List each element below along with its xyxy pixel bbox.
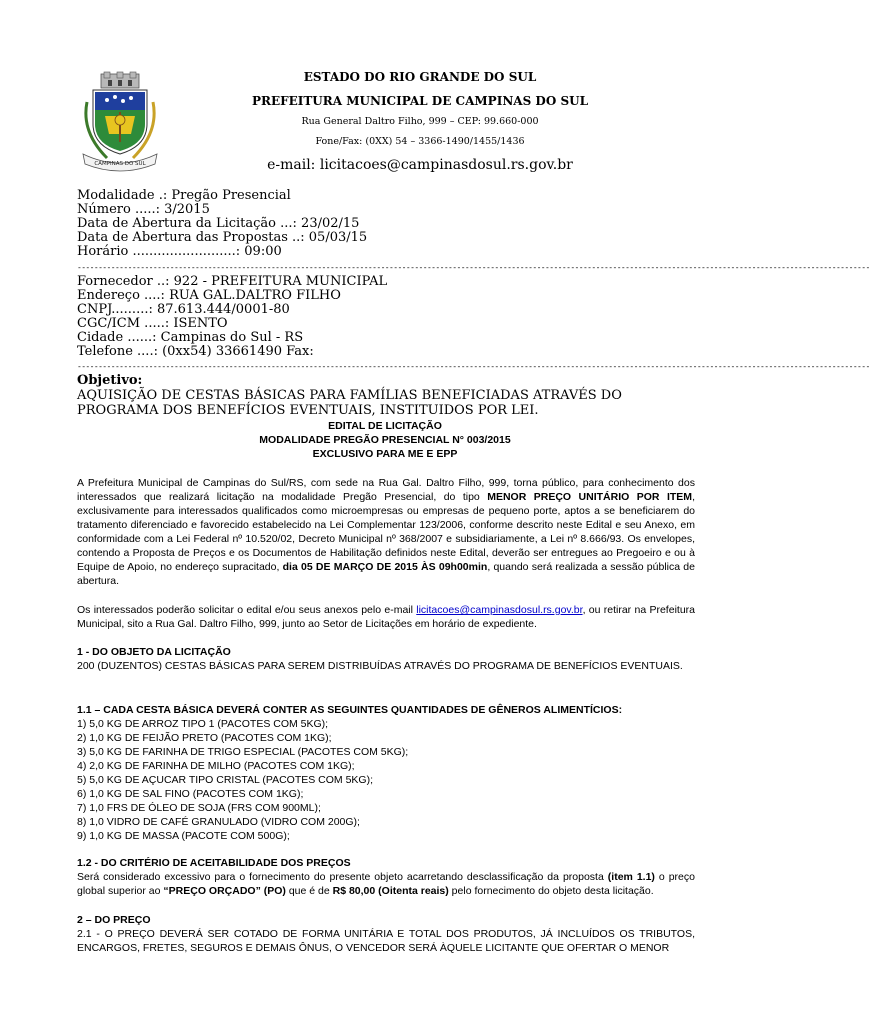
request-paragraph [77,603,695,631]
list-item: 9) 1,0 KG DE MASSA (PACOTE COM 500G); [77,830,290,842]
list-item: 4) 2,0 KG DE FARINHA DE MILHO (PACOTES COM 1KG); [77,760,355,772]
objetivo-label: Objetivo: [77,373,143,388]
state-name: ESTADO DO RIO GRANDE DO SUL [303,70,537,84]
municipal-coat-of-arms [77,72,163,172]
licitacao-info [77,189,697,259]
modalidade-line: Modalidade .: Pregão Presencial [77,188,291,203]
email-contact: e-mail: licitacoes@campinasdosul.rs.gov.br [267,157,573,173]
cidade-line: Cidade ......: Campinas do Sul - RS [77,330,304,345]
cnpj-line: CNPJ.........: 87.613.444/0001-80 [77,302,290,317]
criterio-text-1: Será considerado excessivo para o fornecimento do presente objeto acarretando desclassificação da proposta [77,871,608,883]
section-2-heading: 2 – DO PREÇO [77,914,151,926]
city-hall-name: PREFEITURA MUNICIPAL DE CAMPINAS DO SUL [251,94,589,108]
endereco-line: Endereço ....: RUA GAL.DALTRO FILHO [77,288,341,303]
horario-line: Horário .........................: 09:00 [77,244,282,259]
edital-title: EDITAL DE LICITAÇÃO [328,420,442,432]
criterio-bold-item: (item 1.1) [607,871,655,883]
phone-fax: Fone/Fax: (0XX) 54 – 3366-1490/1455/1436 [315,136,525,147]
objetivo-text: AQUISIÇÃO DE CESTAS BÁSICAS PARA FAMÍLIAS BENEFICIADAS ATRAVÉS DO PROGRAMA DOS BENEFÍCIOS EVENTUAIS, INSTITUIDOS POR LEI. [77,388,622,418]
intro-text-3: , quando será realizada a sessão pública de abertura. [77,561,695,587]
list-item: 5) 5,0 KG DE AÇUCAR TIPO CRISTAL (PACOTES COM 5KG); [77,774,374,786]
section-objeto [77,645,695,673]
numero-line: Número .....: 3/2015 [77,202,210,217]
criterio-text-4: pelo fornecimento do objeto desta licitação. [448,885,654,897]
address: Rua General Daltro Filho, 999 – CEP: 99.660-000 [301,116,539,127]
section-2-text: 2.1 - O PREÇO DEVERÁ SER COTADO DE FORMA UNITÁRIA E TOTAL DOS PRODUTOS, JÁ INCLUÍDOS OS TRIBUTOS, ENCARGOS, FRETES, SEGUROS E DEMAIS ÔNUS, O VENCEDOR SERÁ ÀQUELE LICITANTE QUE OFERTAR O MENOR [77,928,695,954]
section-preco [77,913,695,955]
cgc-line: CGC/ICM .....: ISENTO [77,316,228,331]
request-text-1: Os interessados poderão solicitar o edital e/ou seus anexos pelo e-mail [77,604,417,616]
section-1-2-heading: 1.2 - DO CRITÉRIO DE ACEITABILIDADE DOS PREÇOS [77,857,351,869]
fornecedor-info [77,275,697,359]
fornecedor-line: Fornecedor ..: 922 - PREFEITURA MUNICIPAL [77,274,388,289]
list-item: 2) 1,0 KG DE FEIJÃO PRETO (PACOTES COM 1KG); [77,732,332,744]
request-text-2: , ou retirar na Prefeitura Municipal, sito a Rua Gal. Daltro Filho, 999, junto ao Setor de Licitações em horário de expediente. [77,604,695,630]
criterio-bold-price: R$ 80,00 (Oitenta reais) [332,885,449,897]
separator-line-2: -------------------------------------------------------------------------------------------------------------------------------------------------------------------------------------------- [77,362,870,371]
section-cesta-items [77,703,695,843]
intro-text-1: A Prefeitura Municipal de Campinas do Sul/RS, com sede na Rua Gal. Daltro Filho, 999, torna público, para conhecimento dos interessados que realizará licitação na modalidade Pregão Presencial, do tipo [77,477,695,503]
list-item: 1) 5,0 KG DE ARROZ TIPO 1 (PACOTES COM 5KG); [77,718,329,730]
objetivo-block [77,373,697,418]
criterio-bold-po: “PREÇO ORÇADO” (PO) [163,885,286,897]
email-link[interactable]: licitacoes@campinasdosul.rs.gov.br [416,604,583,616]
criterio-text-2: o preço global superior ao [77,871,695,897]
intro-paragraph [77,476,695,588]
section-1-1-heading: 1.1 – CADA CESTA BÁSICA DEVERÁ CONTER AS SEGUINTES QUANTIDADES DE GÊNEROS ALIMENTÍCIOS: [77,704,623,716]
edital-exclusivo: EXCLUSIVO PARA ME E EPP [312,448,458,460]
telefone-line: Telefone ....: (0xx54) 33661490 Fax: [77,344,314,359]
list-item: 7) 1,0 FRS DE ÓLEO DE SOJA (FRS COM 900ML); [77,802,321,814]
criterio-text-3: que é de [285,885,333,897]
intro-bold-date: dia 05 DE MARÇO DE 2015 ÀS 09h00min [282,561,488,573]
list-item: 8) 1,0 VIDRO DE CAFÉ GRANULADO (VIDRO COM 200G); [77,816,360,828]
section-1-text: 200 (DUZENTOS) CESTAS BÁSICAS PARA SEREM DISTRIBUÍDAS ATRAVÉS DO PROGRAMA DE BENEFÍCIOS EVENTUAIS. [77,660,683,672]
intro-text-2: , exclusivamente para interessados qualificados como microempresas ou empresas de pequeno porte, aptos a se beneficiarem do tratamento diferenciado e favorecido estabelecido na Lei Complementar 123/2006, conforme descrito neste Edital e seu Anexo, em conformidade com a Lei Federal nº 10.520/02, Decreto Municipal nº 368/2007 e subsidiariamente, a Lei nº 8.666/93. Os envelopes, contendo a Proposta de Preços e os Documentos de Habilitação definidos neste Edital, deverão ser entregues ao Pregoeiro e ou à Equipe de Apoio, no endereço supracitado, [77,491,695,573]
intro-bold-1: MENOR PREÇO UNITÁRIO POR ITEM [487,491,693,503]
separator-line: -------------------------------------------------------------------------------------------------------------------------------------------------------------------------------------------- [77,263,870,272]
abertura-propostas-line: Data de Abertura das Propostas ..: 05/03/15 [77,230,368,245]
list-item: 6) 1,0 KG DE SAL FINO (PACOTES COM 1KG); [77,788,304,800]
section-aceitabilidade [77,856,695,898]
list-item: 3) 5,0 KG DE FARINHA DE TRIGO ESPECIAL (PACOTES COM 5KG); [77,746,409,758]
crest-motto: CAMPINAS DO SUL [94,161,146,167]
section-1-heading: 1 - DO OBJETO DA LICITAÇÃO [77,646,231,658]
abertura-licitacao-line: Data de Abertura da Licitação ...: 23/02/15 [77,216,360,231]
edital-modalidade: MODALIDADE PREGÃO PRESENCIAL N° 003/2015 [259,434,511,446]
